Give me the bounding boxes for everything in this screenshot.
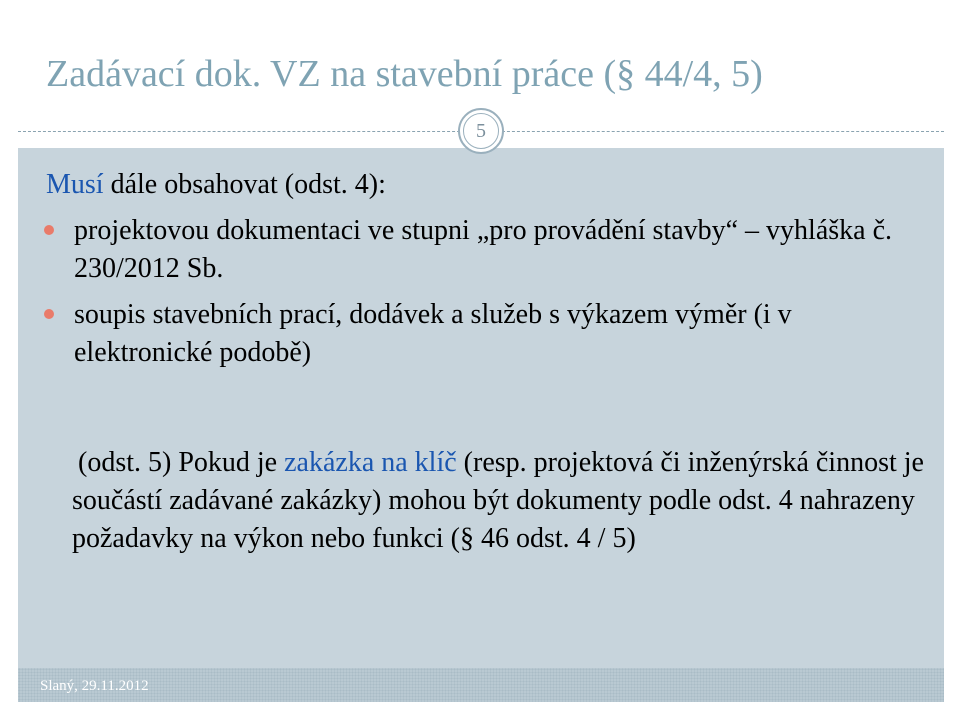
bullet-text: soupis stavebních prací, dodávek a služeb s výkazem výměr (i v elektronické podobě) [74, 299, 792, 368]
bullet-dot-icon [44, 225, 54, 235]
footer-date: Slaný, 29.11.2012 [40, 678, 149, 694]
bullet-dot-icon [44, 309, 54, 319]
para-start: (odst. 5) Pokud je [78, 447, 285, 478]
lead-accent: Musí [46, 169, 104, 200]
list-item [40, 296, 920, 372]
slide-title: Zadávací dok. VZ na stavební práce (§ 44/4, 5) [46, 53, 763, 95]
slide-number-badge [458, 108, 504, 154]
footer-bar [18, 668, 944, 702]
bullet-text: projektovou dokumentaci ve stupni „pro provádění stavby“ – vyhláška č. 230/2012 Sb. [74, 215, 893, 284]
para-end: (resp. projektová či inženýrská činnost je součástí zadávané zakázky) mohou být dokumenty podle odst. 4 nahrazeny požadavky na výkon nebo funkci (§ 46 odst. 4 / 5) [72, 447, 924, 554]
bullet-list [40, 212, 920, 380]
lead-line [46, 166, 386, 204]
lead-rest: dále obsahovat (odst. 4): [103, 169, 386, 200]
paragraph-odst-5 [72, 444, 932, 558]
para-accent: zakázka na klíč [284, 447, 457, 478]
slide-number: 5 [476, 119, 486, 142]
list-item [40, 212, 920, 288]
